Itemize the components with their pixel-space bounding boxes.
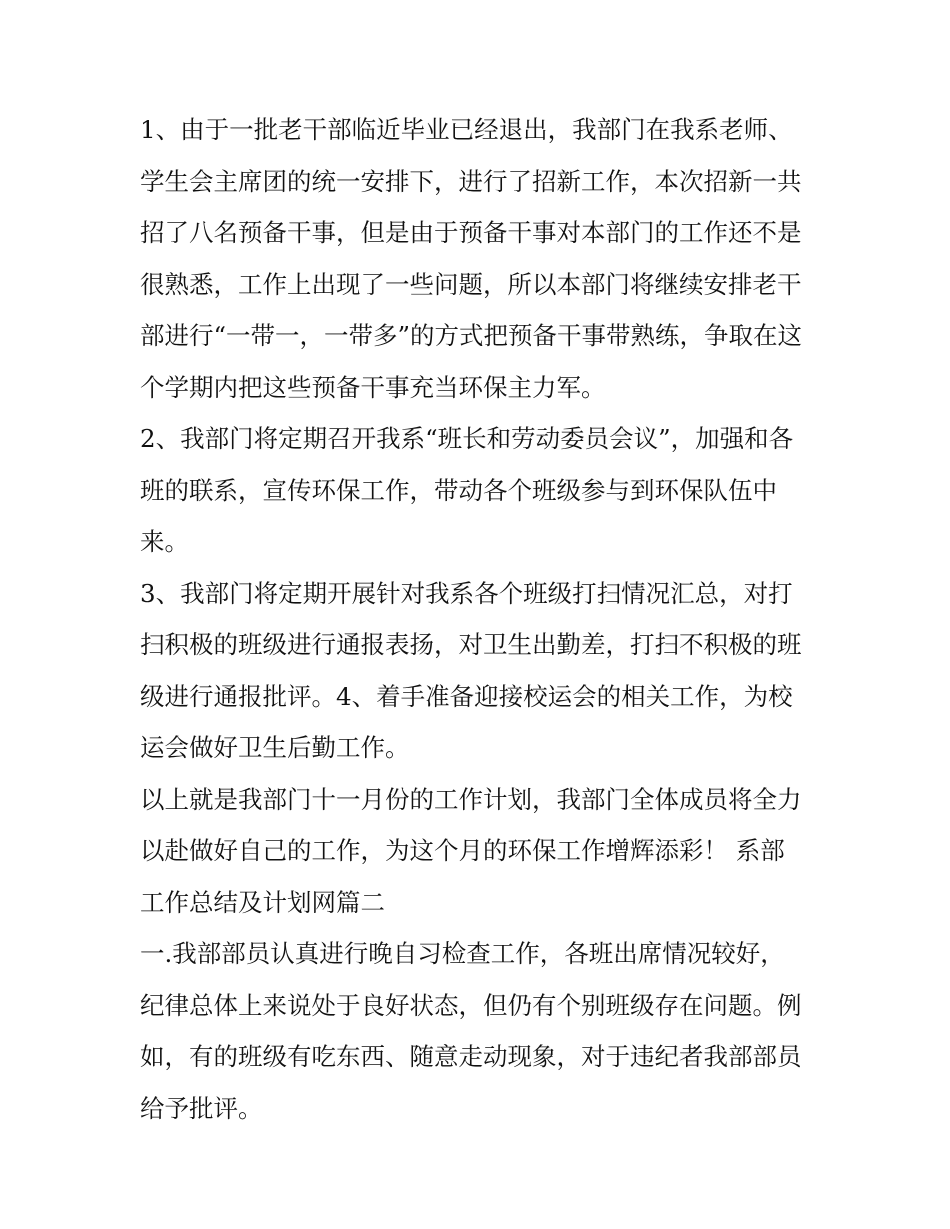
text-line-17: 一.我部部员认真进行晚自习检查工作，各班出席情况较好， xyxy=(140,939,785,968)
text-line-1: 1、由于一批老干部临近毕业已经退出，我部门在我系老师、 xyxy=(140,115,793,144)
text-line-15: 以赴做好自己的工作，为这个月的环保工作增辉添彩！ 系部 xyxy=(140,836,785,865)
text-line-4: 很熟悉，工作上出现了一些问题，所以本部门将继续安排老干 xyxy=(140,269,802,299)
text-line-13: 运会做好卫生后勤工作。 xyxy=(140,733,410,762)
text-line-6: 个学期内把这些预备干事充当环保主力军。 xyxy=(140,372,606,402)
text-line-14: 以上就是我部门十一月份的工作计划，我部门全体成员将全力 xyxy=(140,784,802,814)
text-line-20: 给予批评。 xyxy=(140,1093,263,1123)
text-line-11: 扫积极的班级进行通报表扬，对卫生出勤差，打扫不积极的班 xyxy=(140,630,802,659)
text-line-10: 3、我部门将定期开展针对我系各个班级打扫情况汇总，对打 xyxy=(140,578,793,608)
text-line-7: 2、我部门将定期召开我系“班长和劳动委员会议”，加强和各 xyxy=(140,424,794,453)
text-line-18: 纪律总体上来说处于良好状态，但仍有个别班级存在问题。例 xyxy=(140,990,802,1020)
text-line-3: 招了八名预备干事，但是由于预备干事对本部门的工作还不是 xyxy=(140,218,802,247)
text-line-8: 班的联系，宣传环保工作，带动各个班级参与到环保队伍中 xyxy=(140,475,777,505)
text-line-12: 级进行通报批评。4、着手准备迎接校运会的相关工作，为校 xyxy=(140,681,793,711)
text-line-2: 学生会主席团的统一安排下，进行了招新工作，本次招新一共 xyxy=(140,166,802,196)
document-body xyxy=(140,104,830,1134)
text-line-9: 来。 xyxy=(140,527,189,556)
text-line-19: 如，有的班级有吃东西、随意走动现象，对于违纪者我部部员 xyxy=(140,1042,802,1071)
text-line-16: 工作总结及计划网篇二 xyxy=(140,887,385,917)
text-line-5: 部进行“一带一，一带多”的方式把预备干事带熟练，争取在这 xyxy=(140,321,803,350)
